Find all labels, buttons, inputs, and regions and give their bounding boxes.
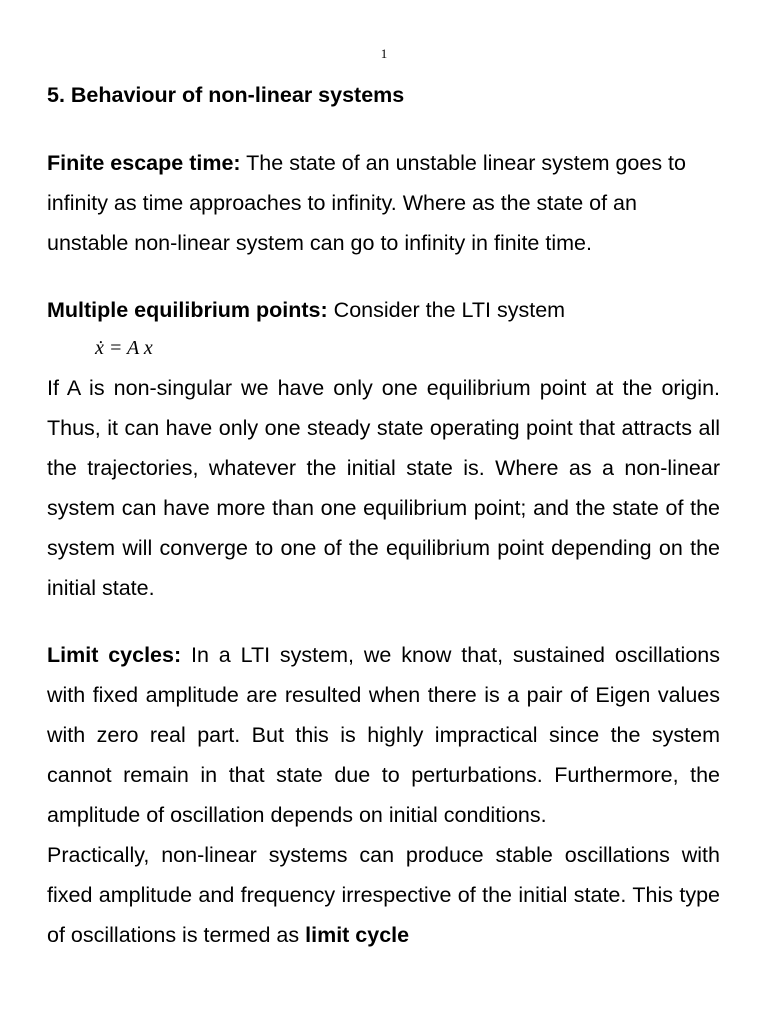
term-finite-escape-time: Finite escape time: bbox=[47, 151, 241, 175]
multiple-equilibrium-intro: Consider the LTI system bbox=[333, 298, 566, 322]
limit-cycle-practical-text: Practically, non-linear systems can produce stable oscillations with fixed amplitude and frequency irrespective of the initial state. This type of oscillations is termed as bbox=[47, 843, 720, 947]
page-number: 1 bbox=[380, 46, 388, 61]
paragraph-equilibrium-explanation: If A is non-singular we have only one equilibrium point at the origin. Thus, it can have only one steady state operating point that attracts all the trajectories, whatever the initial state is. Where as a non-linear system can have more than one equilibrium point; and the state of the system will converge to one of the equilibrium point depending on the initial state. bbox=[47, 376, 720, 600]
paragraph-limit-cycle-practical bbox=[47, 835, 720, 955]
paragraph-finite-escape-time bbox=[47, 143, 720, 263]
equation-lti: ẋ = A x bbox=[95, 337, 153, 359]
finite-escape-time-text: The state of an unstable linear system goes to infinity as time approaches to infinity. Where as the state of an unstable non-linear system can go to infinity in finite time. bbox=[47, 151, 686, 255]
paragraph-multiple-equilibrium bbox=[47, 290, 720, 330]
document-body bbox=[47, 76, 720, 955]
term-multiple-equilibrium-points: Multiple equilibrium points: bbox=[47, 298, 328, 322]
term-limit-cycle: limit cycle bbox=[305, 923, 410, 947]
term-limit-cycles: Limit cycles: bbox=[47, 643, 182, 667]
limit-cycles-text: In a LTI system, we know that, sustained oscillations with fixed amplitude are resulted when there is a pair of Eigen values with zero real part. But this is highly impractical since the system cannot remain in that state due to perturbations. Furthermore, the amplitude of oscillation depends on initial conditions. bbox=[47, 643, 720, 827]
section-heading: 5. Behaviour of non-linear systems bbox=[47, 83, 405, 107]
paragraph-limit-cycles bbox=[47, 635, 720, 835]
